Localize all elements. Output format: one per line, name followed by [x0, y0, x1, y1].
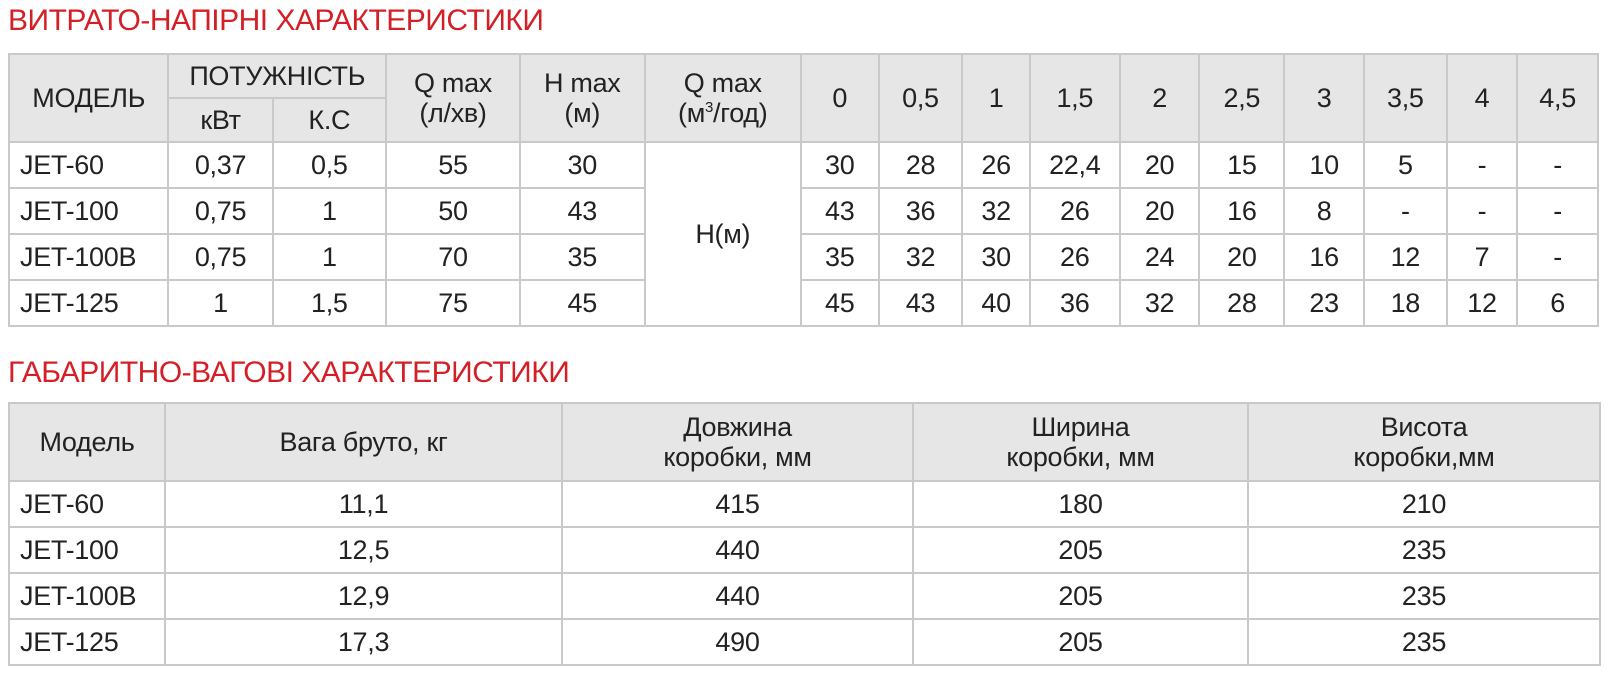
table-row [9, 573, 1600, 619]
head-cell: 23 [1284, 280, 1364, 326]
header-box-length: Довжина коробки, мм [562, 403, 913, 481]
head-cell: 6 [1517, 280, 1598, 326]
header-weight: Вага бруто, кг [165, 403, 562, 481]
head-cell: 45 [801, 280, 879, 326]
header-flow-point: 0 [801, 54, 879, 142]
head-cell: 20 [1120, 188, 1200, 234]
head-cell: 43 [879, 280, 963, 326]
length-cell: 490 [562, 619, 913, 665]
model-cell: JET-125 [9, 619, 165, 665]
head-cell: - [1447, 142, 1518, 188]
weight-cell: 11,1 [165, 481, 562, 527]
header-power: ПОТУЖНІСТЬ [168, 54, 386, 98]
header-box-height: Висота коробки,мм [1248, 403, 1600, 481]
head-cell: 8 [1284, 188, 1364, 234]
hmax-cell: 45 [520, 280, 645, 326]
head-cell: - [1447, 188, 1518, 234]
head-cell: 15 [1199, 142, 1284, 188]
table-row [9, 188, 1598, 234]
head-cell: 18 [1364, 280, 1447, 326]
head-cell: 28 [879, 142, 963, 188]
head-cell: 28 [1199, 280, 1284, 326]
head-cell: - [1517, 142, 1598, 188]
head-cell: 36 [1030, 280, 1120, 326]
header-kw: кВт [168, 98, 272, 142]
header-qmax-lmin: Q max (л/хв) [386, 54, 520, 142]
height-cell: 235 [1248, 619, 1600, 665]
head-cell: 5 [1364, 142, 1447, 188]
head-cell: 26 [1030, 234, 1120, 280]
flow-characteristics-title: ВИТРАТО-НАПІРНІ ХАРАКТЕРИСТИКИ [8, 4, 544, 37]
qmax-cell: 75 [386, 280, 520, 326]
head-cell: - [1364, 188, 1447, 234]
dimensions-weight-title: ГАБАРИТНО-ВАГОВІ ХАРАКТЕРИСТИКИ [8, 356, 570, 389]
head-cell: - [1517, 188, 1598, 234]
header-qmax-m3h: Q max $(м^3/год)$ [645, 54, 801, 142]
head-cell: 30 [801, 142, 879, 188]
header-flow-point: 4,5 [1517, 54, 1598, 142]
weight-cell: 17,3 [165, 619, 562, 665]
head-cell: 12 [1364, 234, 1447, 280]
head-cell: 26 [962, 142, 1029, 188]
head-cell: 35 [801, 234, 879, 280]
header-hmax: H max (м) [520, 54, 645, 142]
table-row [9, 234, 1598, 280]
width-cell: 205 [913, 573, 1248, 619]
length-cell: 440 [562, 527, 913, 573]
model-cell: JET-60 [9, 481, 165, 527]
height-cell: 210 [1248, 481, 1600, 527]
model-cell: JET-100B [9, 573, 165, 619]
model-cell: JET-100 [9, 527, 165, 573]
header-flow-point: 1,5 [1030, 54, 1120, 142]
header-box-width: Ширина коробки, мм [913, 403, 1248, 481]
head-cell: 43 [801, 188, 879, 234]
head-cell: 24 [1120, 234, 1200, 280]
hp-cell: 1,5 [273, 280, 386, 326]
weight-cell: 12,5 [165, 527, 562, 573]
hmax-cell: 35 [520, 234, 645, 280]
header-flow-point: 2 [1120, 54, 1200, 142]
model-cell: JET-60 [9, 142, 168, 188]
hmax-cell: 30 [520, 142, 645, 188]
height-cell: 235 [1248, 573, 1600, 619]
qmax-cell: 50 [386, 188, 520, 234]
table-row [9, 527, 1600, 573]
head-cell: 32 [1120, 280, 1200, 326]
header-flow-point: 3 [1284, 54, 1364, 142]
hmax-cell: 43 [520, 188, 645, 234]
head-cell: 36 [879, 188, 963, 234]
head-cell: 32 [879, 234, 963, 280]
table-row [9, 142, 1598, 188]
header-model: МОДЕЛЬ [9, 54, 168, 142]
qmax-cell: 55 [386, 142, 520, 188]
head-cell: 20 [1120, 142, 1200, 188]
hp-cell: 1 [273, 234, 386, 280]
head-cell: 32 [962, 188, 1029, 234]
head-cell: 12 [1447, 280, 1518, 326]
head-cell: 7 [1447, 234, 1518, 280]
kw-cell: 1 [168, 280, 272, 326]
head-cell: 22,4 [1030, 142, 1120, 188]
head-label-cell: H(м) [645, 142, 801, 326]
model-cell: JET-100B [9, 234, 168, 280]
kw-cell: 0,37 [168, 142, 272, 188]
header-flow-point: 0,5 [879, 54, 963, 142]
table-row [9, 481, 1600, 527]
hp-cell: 0,5 [273, 142, 386, 188]
length-cell: 440 [562, 573, 913, 619]
header-flow-point: 3,5 [1364, 54, 1447, 142]
header-hp: К.С [273, 98, 386, 142]
flow-characteristics-table [8, 53, 1599, 327]
width-cell: 205 [913, 527, 1248, 573]
head-cell: 16 [1284, 234, 1364, 280]
header-flow-point: 2,5 [1199, 54, 1284, 142]
head-cell: 10 [1284, 142, 1364, 188]
width-cell: 180 [913, 481, 1248, 527]
kw-cell: 0,75 [168, 234, 272, 280]
table-row [9, 280, 1598, 326]
weight-cell: 12,9 [165, 573, 562, 619]
head-cell: 16 [1199, 188, 1284, 234]
head-cell: 20 [1199, 234, 1284, 280]
model-cell: JET-100 [9, 188, 168, 234]
length-cell: 415 [562, 481, 913, 527]
hp-cell: 1 [273, 188, 386, 234]
dimensions-weight-table [8, 402, 1601, 666]
header-flow-point: 4 [1447, 54, 1518, 142]
header-model: Модель [9, 403, 165, 481]
width-cell: 205 [913, 619, 1248, 665]
header-flow-point: 1 [962, 54, 1029, 142]
head-cell: 40 [962, 280, 1029, 326]
qmax-cell: 70 [386, 234, 520, 280]
height-cell: 235 [1248, 527, 1600, 573]
table-row [9, 619, 1600, 665]
head-cell: - [1517, 234, 1598, 280]
model-cell: JET-125 [9, 280, 168, 326]
head-cell: 26 [1030, 188, 1120, 234]
kw-cell: 0,75 [168, 188, 272, 234]
head-cell: 30 [962, 234, 1029, 280]
